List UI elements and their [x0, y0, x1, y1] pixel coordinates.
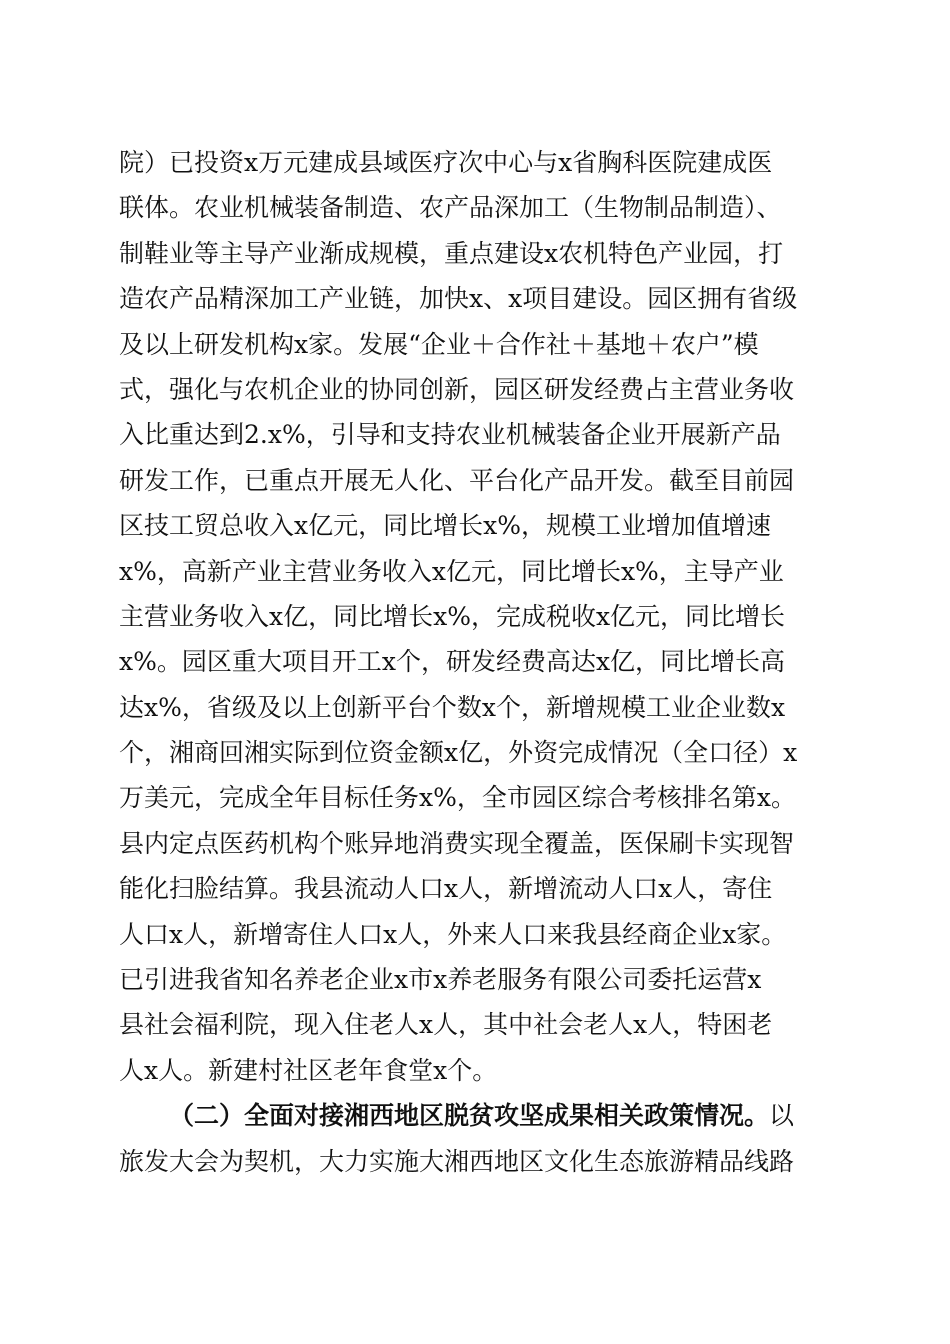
text-line: 研发工作，已重点开展无人化、平台化产品开发。截至目前园 — [119, 465, 795, 495]
text-line: 县内定点医药机构个账异地消费实现全覆盖，医保刷卡实现智 — [119, 828, 795, 858]
text-line: 造农产品精深加工产业链，加快x、x项目建设。园区拥有省级 — [119, 284, 798, 314]
section-heading: （二）全面对接湘西地区脱贫攻坚成果相关政策情况。 — [169, 1101, 770, 1131]
text-line: 联体。农业机械装备制造、农产品深加工（生物制品制造）、 — [119, 193, 782, 223]
text-line: 个，湘商回湘实际到位资金额x亿，外资完成情况（全口径）x — [119, 738, 798, 768]
text-line: 人口x人，新增寄住人口x人，外来人口来我县经商企业x家。 — [119, 919, 787, 949]
text-line: 人x人。新建村社区老年食堂x个。 — [119, 1055, 498, 1085]
text-line: 达x%，省级及以上创新平台个数x个，新增规模工业企业数x — [119, 692, 786, 722]
text-line: 入比重达到2.x%，引导和支持农业机械装备企业开展新产品 — [119, 420, 781, 450]
text-line: x%。园区重大项目开工x个，研发经费高达x亿，同比增长高 — [119, 647, 786, 677]
text-line: 及以上研发机构x家。发展“企业＋合作社＋基地＋农户”模 — [119, 329, 759, 359]
text-line: 主营业务收入x亿，同比增长x%，完成税收x亿元，同比增长 — [119, 601, 786, 631]
text-line: 旅发大会为契机，大力实施大湘西地区文化生态旅游精品线路 — [119, 1146, 795, 1176]
text-line: 区技工贸总收入x亿元，同比增长x%，规模工业增加值增速 — [119, 511, 771, 541]
text-line: 制鞋业等主导产业渐成规模，重点建设x农机特色产业园，打 — [119, 238, 784, 268]
text-line: 院）已投资x万元建成县域医疗次中心与x省胸科医院建成医 — [119, 148, 773, 177]
text-line: 已引进我省知名养老企业x市x养老服务有限公司委托运营x — [119, 965, 762, 995]
section-heading-line — [119, 1093, 839, 1138]
text-line: 县社会福利院，现入住老人x人，其中社会老人x人，特困老 — [119, 1010, 773, 1040]
text-line: 万美元，完成全年目标任务x%，全市园区综合考核排名第x。 — [119, 783, 796, 813]
text-line: 式，强化与农机企业的协同创新，园区研发经费占主营业务收 — [119, 374, 795, 404]
text-line: 能化扫脸结算。我县流动人口x人，新增流动人口x人，寄住 — [119, 874, 773, 904]
text-line: x%，高新产业主营业务收入x亿元，同比增长x%，主导产业 — [119, 556, 784, 586]
section-heading-continuation: 以 — [769, 1101, 795, 1131]
document-body — [119, 140, 839, 1184]
